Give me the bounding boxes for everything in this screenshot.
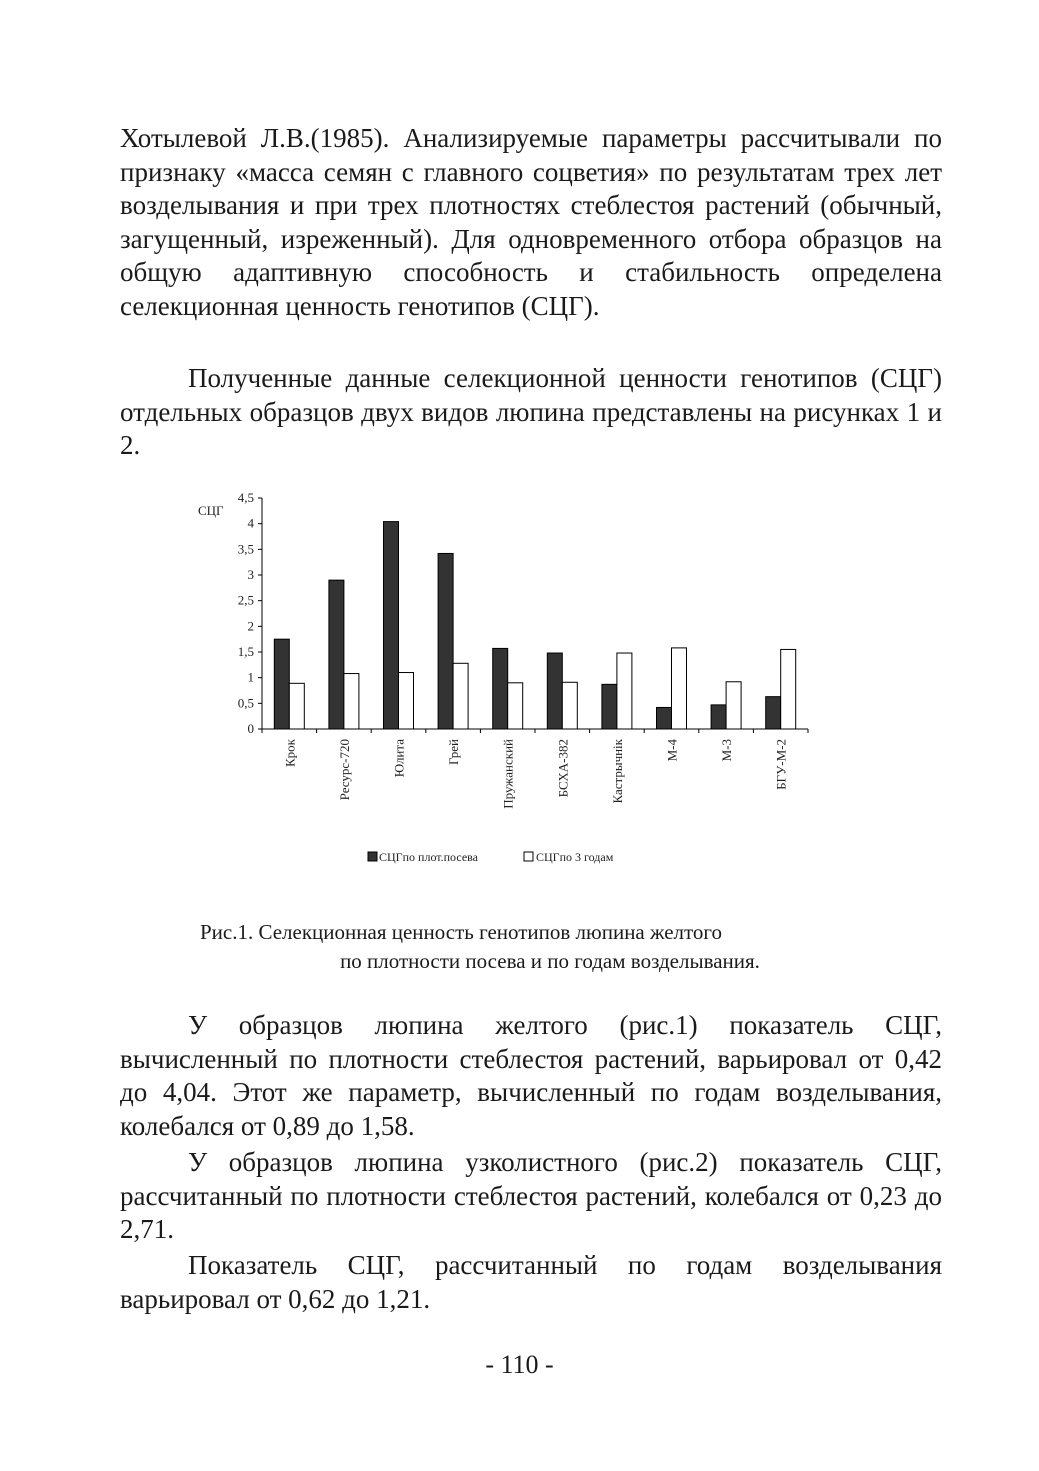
caption-line-2: по плотности посева и по годам возделывания. <box>340 949 760 973</box>
bar-series-2-4 <box>508 683 523 729</box>
paragraph-4: У образцов люпина узколистного (рис.2) показатель СЦГ, рассчитанный по плотности стеблестоя растений, колебался от 0,23 до 2,71. <box>120 1147 942 1244</box>
bar-series-2-8 <box>726 682 741 729</box>
x-tick-label: Крок <box>282 739 298 767</box>
x-tick-label: М-3 <box>719 739 735 762</box>
x-tick-label: Юлита <box>391 739 407 778</box>
y-tick-labels <box>238 490 255 736</box>
bar-series-1-4 <box>493 648 508 729</box>
bar-series-1-7 <box>657 707 672 729</box>
bar-series-2-1 <box>344 674 359 729</box>
y-tick-label: 4,5 <box>237 490 254 505</box>
bar-series-1-2 <box>384 522 399 729</box>
paragraph-5: Показатель СЦГ, рассчитанный по годам возделывания варьировал от 0,62 до 1,21. <box>120 1250 942 1314</box>
y-tick-label: 3,5 <box>237 541 254 557</box>
bar-series-1-0 <box>274 639 289 729</box>
paragraph-3: У образцов люпина желтого (рис.1) показатель СЦГ, вычисленный по плотности стеблестоя растений, варьировал от 0,42 до 4,04. Этот же параметр, вычисленный по годам возделывания, колебался от 0,89 до 1,58. <box>120 1010 942 1141</box>
x-tick-label: Пружанский <box>500 739 516 809</box>
bar-series-1-8 <box>711 705 726 729</box>
legend-label-series-1: СЦГпо плот.посева <box>379 850 478 864</box>
x-tick-label: Грей <box>446 739 462 765</box>
bar-series-2-2 <box>399 673 414 729</box>
x-tick-label: М-4 <box>664 739 680 762</box>
x-tick-labels <box>282 738 788 808</box>
chart-legend <box>368 850 614 864</box>
caption-line-1: Рис.1. Селекционная ценность генотипов люпина желтого <box>199 920 723 944</box>
y-tick-label: 1,5 <box>237 644 254 659</box>
bar-series-1-3 <box>438 553 453 729</box>
chart-bars <box>274 522 795 729</box>
bar-series-2-7 <box>672 648 687 729</box>
legend-swatch-series-2 <box>524 852 533 861</box>
legend-label-series-2: СЦГпо 3 годам <box>536 850 614 864</box>
x-tick-label: Ресурс-720 <box>336 739 352 801</box>
bar-series-2-0 <box>289 683 304 729</box>
y-tick-label: 3 <box>247 567 254 582</box>
bar-series-1-9 <box>766 697 781 729</box>
bar-series-1-5 <box>547 653 562 729</box>
bar-series-1-1 <box>329 580 344 729</box>
x-tick-label: БГУ-М-2 <box>773 739 789 790</box>
figure-caption <box>120 918 920 976</box>
bar-series-2-5 <box>562 682 577 729</box>
bar-series-2-6 <box>617 653 632 729</box>
legend-swatch-series-1 <box>368 852 377 861</box>
paragraph-2: Полученные данные селекционной ценности генотипов (СЦГ) отдельных образцов двух видов люпина представлены на рисунках 1 и 2. <box>120 363 942 460</box>
y-tick-label: 0 <box>247 721 254 736</box>
y-tick-label: 2 <box>247 618 254 634</box>
bar-series-2-3 <box>453 663 468 729</box>
y-axis-label: СЦГ <box>198 503 224 518</box>
bar-series-1-6 <box>602 684 617 729</box>
bar-chart <box>186 486 826 876</box>
y-tick-label: 0,5 <box>237 695 254 711</box>
bar-series-2-9 <box>781 649 796 729</box>
y-tick-label: 2,5 <box>237 592 254 608</box>
x-tick-label: Кастрычнік <box>609 739 625 804</box>
y-tick-label: 4 <box>247 515 254 531</box>
x-tick-label: БСХА-382 <box>555 739 571 798</box>
y-tick-label: 1 <box>247 669 254 685</box>
paragraph-1: Хотылевой Л.В.(1985). Анализируемые параметры рассчитывали по признаку «масса семян с главного соцветия» по результатам трех лет возделывания и при трех плотностях стеблестоя растений (обычный, загущенный, изреженный). Для одновременного отбора образцов на общую адаптивную способность и стабильность определена селекционная ценность генотипов (СЦГ). <box>120 123 942 321</box>
page-number: - 110 - <box>485 1350 554 1379</box>
